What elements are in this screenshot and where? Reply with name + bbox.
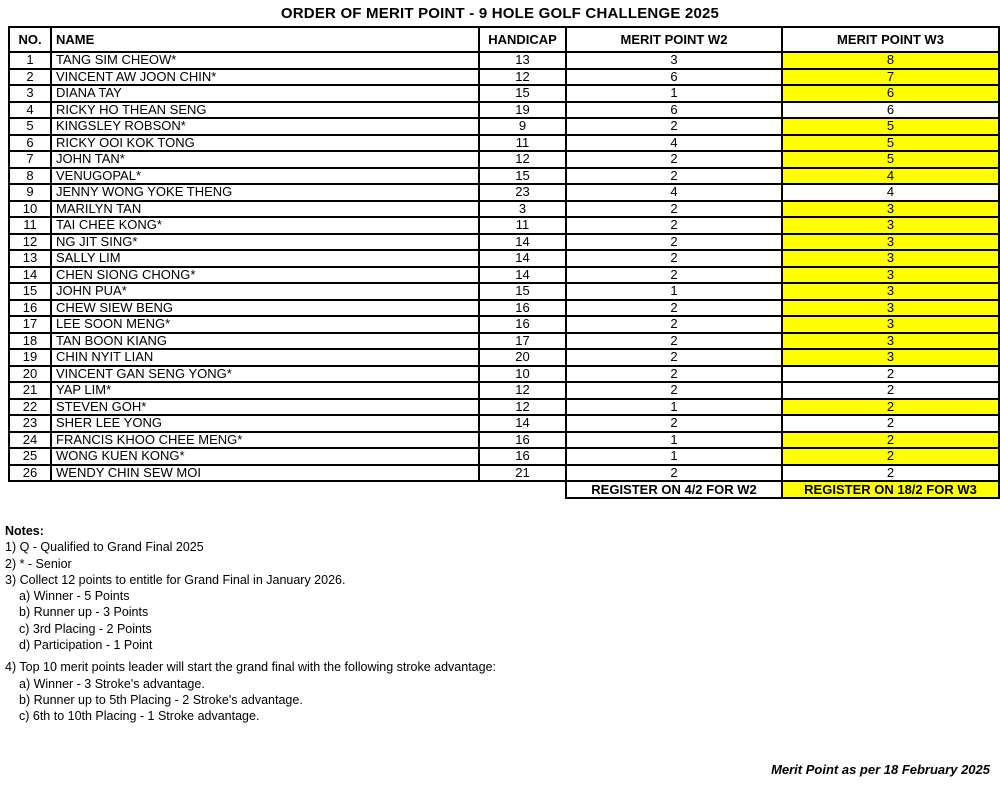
cell-name: FRANCIS KHOO CHEE MENG* xyxy=(51,432,479,449)
table-row xyxy=(9,366,999,383)
note-line: b) Runner up - 3 Points xyxy=(19,605,149,620)
cell-no: 10 xyxy=(9,201,51,218)
cell-w2: 2 xyxy=(566,168,782,185)
table-row xyxy=(9,52,999,69)
cell-name: JOHN PUA* xyxy=(51,283,479,300)
cell-w2: 2 xyxy=(566,217,782,234)
cell-handicap: 16 xyxy=(479,448,566,465)
cell-w3: 7 xyxy=(782,69,999,86)
cell-w3: 4 xyxy=(782,168,999,185)
notes-section xyxy=(5,523,1000,725)
table-row xyxy=(9,217,999,234)
cell-w2: 2 xyxy=(566,366,782,383)
cell-handicap: 15 xyxy=(479,168,566,185)
cell-name: CHEW SIEW BENG xyxy=(51,300,479,317)
register-row xyxy=(9,481,999,498)
cell-no: 11 xyxy=(9,217,51,234)
cell-name: KINGSLEY ROBSON* xyxy=(51,118,479,135)
col-header-no: NO. xyxy=(9,27,51,52)
cell-name: JOHN TAN* xyxy=(51,151,479,168)
cell-w3: 4 xyxy=(782,184,999,201)
cell-handicap: 19 xyxy=(479,102,566,119)
cell-name: RICKY OOI KOK TONG xyxy=(51,135,479,152)
cell-no: 20 xyxy=(9,366,51,383)
cell-name: WONG KUEN KONG* xyxy=(51,448,479,465)
cell-w3: 5 xyxy=(782,151,999,168)
table-row xyxy=(9,316,999,333)
cell-no: 24 xyxy=(9,432,51,449)
cell-w2: 2 xyxy=(566,118,782,135)
note-line: Notes: xyxy=(5,524,44,538)
table-row xyxy=(9,415,999,432)
note-line: 4) Top 10 merit points leader will start the grand final with the following stroke advantage: xyxy=(5,660,497,675)
note-line: d) Participation - 1 Point xyxy=(19,638,153,653)
cell-handicap: 3 xyxy=(479,201,566,218)
cell-name: TANG SIM CHEOW* xyxy=(51,52,479,69)
cell-name: VENUGOPAL* xyxy=(51,168,479,185)
cell-handicap: 9 xyxy=(479,118,566,135)
table-row xyxy=(9,465,999,482)
cell-no: 22 xyxy=(9,399,51,416)
cell-w2: 6 xyxy=(566,69,782,86)
cell-handicap: 11 xyxy=(479,135,566,152)
cell-w2: 2 xyxy=(566,465,782,482)
col-header-merit-w3: MERIT POINT W3 xyxy=(782,27,999,52)
cell-w3: 3 xyxy=(782,333,999,350)
cell-no: 3 xyxy=(9,85,51,102)
cell-w3: 3 xyxy=(782,217,999,234)
cell-no: 17 xyxy=(9,316,51,333)
table-row xyxy=(9,382,999,399)
cell-w3: 2 xyxy=(782,465,999,482)
col-header-name: NAME xyxy=(51,27,479,52)
note-line: c) 3rd Placing - 2 Points xyxy=(19,621,152,636)
cell-w2: 2 xyxy=(566,415,782,432)
cell-no: 5 xyxy=(9,118,51,135)
cell-w2: 2 xyxy=(566,349,782,366)
cell-name: DIANA TAY xyxy=(51,85,479,102)
cell-name: JENNY WONG YOKE THENG xyxy=(51,184,479,201)
cell-w3: 2 xyxy=(782,448,999,465)
cell-name: RICKY HO THEAN SENG xyxy=(51,102,479,119)
table-row xyxy=(9,333,999,350)
cell-no: 2 xyxy=(9,69,51,86)
cell-w3: 3 xyxy=(782,349,999,366)
cell-w3: 6 xyxy=(782,102,999,119)
cell-w3: 3 xyxy=(782,250,999,267)
merit-table xyxy=(8,26,1000,499)
cell-w3: 3 xyxy=(782,316,999,333)
note-line: c) 6th to 10th Placing - 1 Stroke advantage. xyxy=(19,709,260,724)
cell-no: 21 xyxy=(9,382,51,399)
cell-w2: 1 xyxy=(566,432,782,449)
cell-w3: 3 xyxy=(782,234,999,251)
cell-no: 23 xyxy=(9,415,51,432)
note-line: 2) * - Senior xyxy=(5,556,72,571)
cell-no: 13 xyxy=(9,250,51,267)
table-row xyxy=(9,432,999,449)
cell-handicap: 21 xyxy=(479,465,566,482)
cell-w2: 2 xyxy=(566,234,782,251)
cell-handicap: 16 xyxy=(479,300,566,317)
cell-name: CHEN SIONG CHONG* xyxy=(51,267,479,284)
cell-no: 18 xyxy=(9,333,51,350)
page-title: ORDER OF MERIT POINT - 9 HOLE GOLF CHALLENGE 2025 xyxy=(280,5,720,22)
table-row xyxy=(9,85,999,102)
cell-handicap: 15 xyxy=(479,85,566,102)
cell-w2: 2 xyxy=(566,333,782,350)
cell-w2: 1 xyxy=(566,399,782,416)
cell-w2: 2 xyxy=(566,201,782,218)
cell-w3: 3 xyxy=(782,300,999,317)
cell-handicap: 16 xyxy=(479,316,566,333)
cell-no: 6 xyxy=(9,135,51,152)
register-spacer xyxy=(9,481,566,498)
cell-handicap: 17 xyxy=(479,333,566,350)
cell-w2: 2 xyxy=(566,151,782,168)
cell-name: LEE SOON MENG* xyxy=(51,316,479,333)
table-row xyxy=(9,283,999,300)
table-row xyxy=(9,118,999,135)
cell-name: VINCENT AW JOON CHIN* xyxy=(51,69,479,86)
table-row xyxy=(9,300,999,317)
table-row xyxy=(9,399,999,416)
cell-w3: 2 xyxy=(782,382,999,399)
cell-handicap: 14 xyxy=(479,267,566,284)
header-row xyxy=(9,27,999,52)
cell-handicap: 13 xyxy=(479,52,566,69)
cell-w2: 2 xyxy=(566,300,782,317)
cell-no: 9 xyxy=(9,184,51,201)
note-line: 3) Collect 12 points to entitle for Grand Final in January 2026. xyxy=(5,572,346,587)
cell-w3: 2 xyxy=(782,399,999,416)
table-row xyxy=(9,267,999,284)
col-header-merit-w2: MERIT POINT W2 xyxy=(566,27,782,52)
cell-w2: 4 xyxy=(566,184,782,201)
cell-handicap: 12 xyxy=(479,399,566,416)
cell-handicap: 12 xyxy=(479,151,566,168)
cell-handicap: 16 xyxy=(479,432,566,449)
cell-w3: 2 xyxy=(782,366,999,383)
table-header xyxy=(9,27,999,52)
cell-w2: 1 xyxy=(566,448,782,465)
cell-w2: 2 xyxy=(566,316,782,333)
cell-w2: 2 xyxy=(566,250,782,267)
cell-w3: 5 xyxy=(782,135,999,152)
note-line: a) Winner - 3 Stroke's advantage. xyxy=(19,676,205,691)
register-w2-cell: REGISTER ON 4/2 FOR W2 xyxy=(566,481,782,498)
cell-handicap: 14 xyxy=(479,234,566,251)
table-row xyxy=(9,250,999,267)
cell-name: SHER LEE YONG xyxy=(51,415,479,432)
cell-w3: 8 xyxy=(782,52,999,69)
table-row xyxy=(9,102,999,119)
cell-no: 26 xyxy=(9,465,51,482)
cell-name: TAI CHEE KONG* xyxy=(51,217,479,234)
cell-no: 25 xyxy=(9,448,51,465)
note-line: 1) Q - Qualified to Grand Final 2025 xyxy=(5,540,204,555)
cell-handicap: 14 xyxy=(479,415,566,432)
cell-w2: 3 xyxy=(566,52,782,69)
table-row xyxy=(9,69,999,86)
cell-name: SALLY LIM xyxy=(51,250,479,267)
table-row xyxy=(9,135,999,152)
cell-handicap: 11 xyxy=(479,217,566,234)
cell-name: STEVEN GOH* xyxy=(51,399,479,416)
cell-w2: 1 xyxy=(566,283,782,300)
cell-name: TAN BOON KIANG xyxy=(51,333,479,350)
cell-handicap: 20 xyxy=(479,349,566,366)
cell-handicap: 12 xyxy=(479,382,566,399)
table-body xyxy=(9,52,999,481)
cell-no: 12 xyxy=(9,234,51,251)
table-row xyxy=(9,234,999,251)
table-row xyxy=(9,151,999,168)
cell-w2: 1 xyxy=(566,85,782,102)
cell-w2: 2 xyxy=(566,382,782,399)
cell-name: CHIN NYIT LIAN xyxy=(51,349,479,366)
cell-w2: 6 xyxy=(566,102,782,119)
cell-no: 1 xyxy=(9,52,51,69)
cell-no: 8 xyxy=(9,168,51,185)
table-row xyxy=(9,448,999,465)
cell-no: 4 xyxy=(9,102,51,119)
table-row xyxy=(9,184,999,201)
cell-handicap: 23 xyxy=(479,184,566,201)
cell-handicap: 10 xyxy=(479,366,566,383)
cell-no: 15 xyxy=(9,283,51,300)
table-row xyxy=(9,349,999,366)
cell-name: WENDY CHIN SEW MOI xyxy=(51,465,479,482)
cell-w3: 5 xyxy=(782,118,999,135)
cell-w3: 3 xyxy=(782,201,999,218)
cell-handicap: 14 xyxy=(479,250,566,267)
cell-w2: 4 xyxy=(566,135,782,152)
cell-name: NG JIT SING* xyxy=(51,234,479,251)
register-w3-cell: REGISTER ON 18/2 FOR W3 xyxy=(782,481,999,498)
cell-name: MARILYN TAN xyxy=(51,201,479,218)
footer-note: Merit Point as per 18 February 2025 xyxy=(771,762,990,777)
cell-w3: 2 xyxy=(782,415,999,432)
col-header-handicap: HANDICAP xyxy=(479,27,566,52)
cell-name: YAP LIM* xyxy=(51,382,479,399)
cell-w2: 2 xyxy=(566,267,782,284)
cell-name: VINCENT GAN SENG YONG* xyxy=(51,366,479,383)
cell-no: 14 xyxy=(9,267,51,284)
table-row xyxy=(9,168,999,185)
cell-handicap: 12 xyxy=(479,69,566,86)
cell-no: 16 xyxy=(9,300,51,317)
cell-w3: 6 xyxy=(782,85,999,102)
cell-w3: 3 xyxy=(782,283,999,300)
cell-no: 19 xyxy=(9,349,51,366)
cell-no: 7 xyxy=(9,151,51,168)
cell-handicap: 15 xyxy=(479,283,566,300)
note-line: b) Runner up to 5th Placing - 2 Stroke's advantage. xyxy=(19,692,303,707)
cell-w3: 2 xyxy=(782,432,999,449)
cell-w3: 3 xyxy=(782,267,999,284)
note-line: a) Winner - 5 Points xyxy=(19,589,130,604)
table-row xyxy=(9,201,999,218)
